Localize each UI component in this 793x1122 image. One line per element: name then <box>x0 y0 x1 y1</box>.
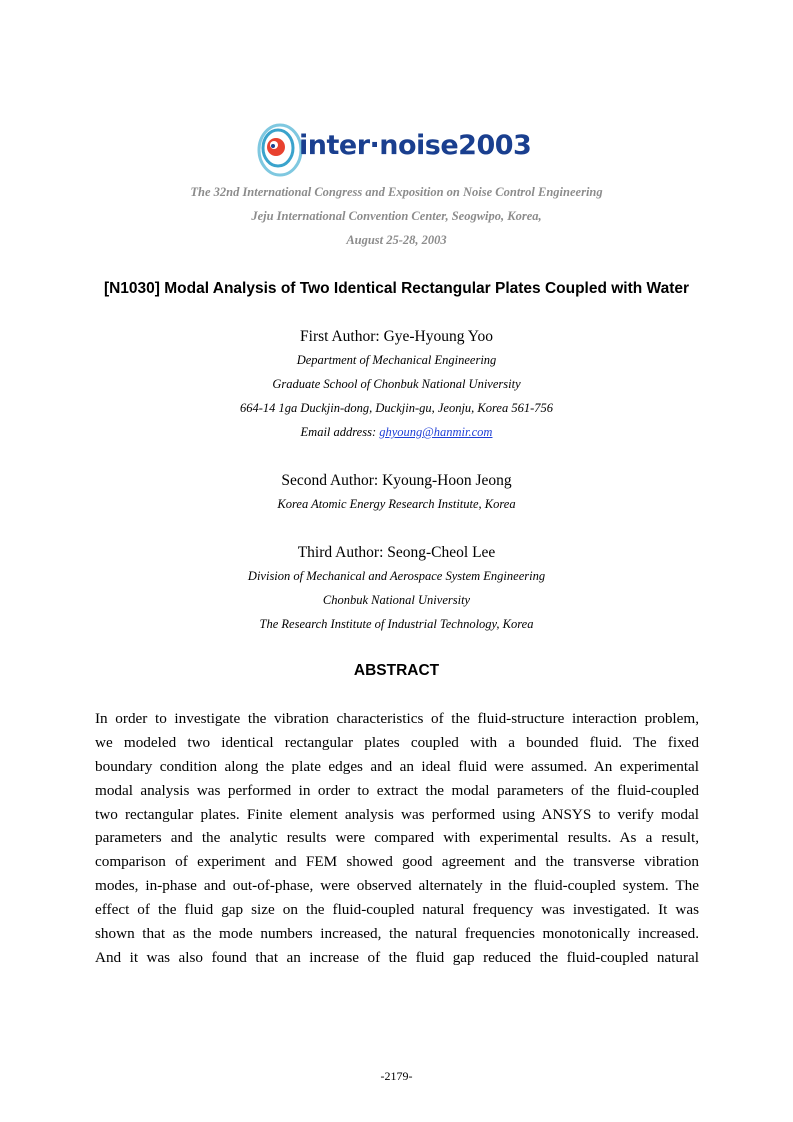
second-author-name: Second Author: Kyoung-Hoon Jeong <box>281 472 512 489</box>
first-author-affiliation: Department of Mechanical Engineering <box>296 353 497 367</box>
page-number: -2179- <box>380 1069 413 1083</box>
email-label: Email address: <box>300 425 380 439</box>
second-author-affiliation: Korea Atomic Energy Research Institute, Korea <box>277 497 516 511</box>
abstract-line: boundary condition along the plate edges and an ideal fluid were assumed. An experimental <box>95 757 699 775</box>
abstract-line: In order to investigate the vibration characteristics of the fluid-structure interaction problem, <box>95 710 699 727</box>
abstract-line: effect of the fluid gap size on the fluid-coupled natural frequency was investigated. It was <box>95 901 699 919</box>
abstract-line: And it was also found that an increase of the fluid gap reduced the fluid-coupled natural <box>95 948 699 966</box>
abstract-line: modal analysis was performed in order to extract the modal parameters of the fluid-coupled <box>95 781 699 799</box>
paper-title: [N1030] Modal Analysis of Two Identical Rectangular Plates Coupled with Water <box>103 280 690 297</box>
first-author-address: 664-14 1ga Duckjin-dong, Duckjin-gu, Jeonju, Korea 561-756 <box>239 401 554 415</box>
abstract-line: parameters and the analytic results were compared with experimental results. As a result, <box>95 829 699 847</box>
abstract-line: shown that as the mode numbers increased, the natural frequencies monotonically increased. <box>95 925 699 943</box>
first-author-affiliation: Graduate School of Chonbuk National University <box>272 377 521 391</box>
first-author-name: First Author: Gye-Hyoung Yoo <box>300 328 493 345</box>
conference-logo <box>256 120 546 180</box>
abstract-line: we modeled two identical rectangular plates coupled with a bounded fluid. The fixed <box>95 733 699 751</box>
third-author-affiliation: Division of Mechanical and Aerospace System Engineering <box>247 569 546 583</box>
email-link[interactable]: ghyoung@hanmir.com <box>379 425 493 439</box>
first-author-email-line <box>0 425 793 440</box>
third-author-affiliation: The Research Institute of Industrial Technology, Korea <box>259 617 534 631</box>
logo-text: inter·noise2003 <box>299 130 532 161</box>
third-author-affiliation: Chonbuk National University <box>322 593 471 607</box>
abstract-line: two rectangular plates. Finite element analysis was performed using ANSYS to verify modal <box>95 805 699 823</box>
conference-date: August 25-28, 2003 <box>346 233 447 247</box>
third-author-name: Third Author: Seong-Cheol Lee <box>297 544 496 561</box>
conference-venue: Jeju International Convention Center, Seogwipo, Korea, <box>251 209 542 223</box>
swirl-logo-icon <box>256 120 304 180</box>
abstract-line: modes, in-phase and out-of-phase, were observed alternately in the fluid-coupled system. The <box>95 877 699 895</box>
abstract-line: comparison of experiment and FEM showed good agreement and the transverse vibration <box>95 853 699 871</box>
conference-name: The 32nd International Congress and Exposition on Noise Control Engineering <box>190 185 603 199</box>
abstract-body <box>95 707 699 970</box>
abstract-heading: ABSTRACT <box>353 662 440 679</box>
